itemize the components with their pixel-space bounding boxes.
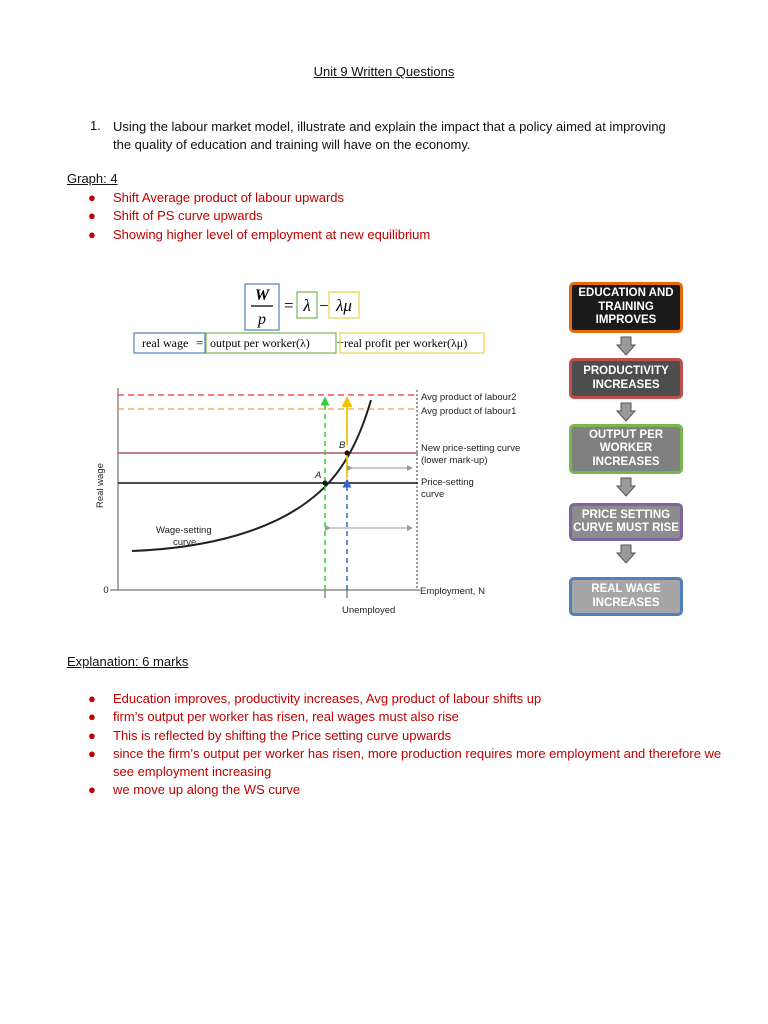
- unemployed-label: Unemployed: [342, 605, 396, 616]
- down-arrow-icon: [616, 336, 636, 356]
- graph-bullet-list: [84, 189, 604, 244]
- avg-product-1-label: Avg product of labour1: [421, 406, 517, 417]
- bullet-text: Shift Average product of labour upwards: [113, 190, 345, 205]
- minus-sign: −: [319, 296, 329, 315]
- equation-graphic: [130, 280, 530, 360]
- flowchart-step-5: [569, 577, 683, 616]
- flowchart-step-label: [583, 365, 669, 392]
- point-a: [323, 481, 328, 486]
- page-title: Unit 9 Written Questions: [313, 64, 455, 79]
- list-item: [84, 708, 724, 726]
- list-item: [84, 727, 724, 745]
- flowchart-step-4: [569, 503, 683, 541]
- flowchart-label-line: WORKER: [599, 442, 653, 455]
- bullet-text: Shift of PS curve upwards: [113, 208, 263, 224]
- bullet-icon: ●: [88, 727, 96, 743]
- flowchart-label-line: EDUCATION AND: [578, 287, 674, 300]
- graph-heading: Graph: 4: [67, 171, 118, 186]
- bullet-text: firm’s output per worker has risen, real wages must also rise: [113, 709, 459, 725]
- flowchart-label-line: IMPROVES: [595, 314, 657, 327]
- equals-sign-2: =: [196, 335, 204, 350]
- flowchart-label-line: OUTPUT PER: [588, 428, 664, 441]
- flowchart-step-label: [578, 287, 673, 328]
- bullet-icon: ●: [88, 226, 96, 242]
- new-ps-label-2: (lower mark-up): [421, 455, 488, 466]
- down-arrow-icon: [616, 477, 636, 497]
- flowchart-step-label: [591, 583, 660, 610]
- origin-label: 0: [103, 585, 109, 596]
- bullet-icon: ●: [88, 208, 96, 224]
- bullet-icon: ●: [88, 190, 96, 205]
- flowchart-label-line: INCREASES: [592, 596, 660, 609]
- down-arrow-icon: [616, 544, 636, 564]
- question-number: 1.: [90, 118, 101, 133]
- y-axis-label: Real wage: [95, 463, 106, 508]
- bullet-text: Education improves, productivity increases, Avg product of labour shifts up: [113, 691, 542, 706]
- bullet-icon: ●: [88, 745, 96, 761]
- wage-setting-label-1: Wage-setting: [156, 525, 212, 536]
- list-item: [84, 226, 604, 244]
- avg-product-2-label: Avg product of labour2: [421, 392, 517, 403]
- list-item: [84, 189, 604, 207]
- bullet-icon: ●: [88, 691, 96, 706]
- flowchart-step-label: [589, 429, 663, 470]
- output-label: output per worker(λ): [210, 336, 310, 350]
- point-b-label: B: [339, 440, 346, 451]
- explanation-heading: Explanation: 6 marks: [67, 654, 189, 669]
- flowchart-step-label: [573, 509, 679, 536]
- flowchart-label-line: CURVE MUST RISE: [573, 522, 679, 534]
- numerator: W: [254, 287, 270, 304]
- lambda: λ: [303, 296, 311, 315]
- bullet-text: we move up along the WS curve: [113, 782, 301, 798]
- flowchart-label-line: TRAINING: [598, 300, 654, 313]
- point-a-label: A: [315, 470, 322, 481]
- x-axis-label: Employment, N: [420, 586, 485, 597]
- bullet-text: This is reflected by shifting the Price setting curve upwards: [113, 727, 452, 743]
- flowchart-step-3: [569, 424, 683, 474]
- labour-market-diagram: [90, 380, 540, 625]
- list-item: [84, 690, 724, 708]
- flowchart-label-line: PRICE SETTING: [581, 508, 671, 521]
- flowchart-step-2: [569, 358, 683, 399]
- flowchart-step-1: [569, 282, 683, 333]
- list-item: [84, 781, 724, 799]
- bullet-text: Showing higher level of employment at new equilibrium: [113, 226, 431, 242]
- lambda-mu: λμ: [336, 296, 352, 315]
- minus-sign-2: −: [337, 335, 345, 350]
- list-item: [84, 745, 724, 782]
- down-arrow-icon: [616, 402, 636, 422]
- bullet-icon: ●: [88, 709, 96, 725]
- real-wage-label: real wage: [142, 336, 189, 350]
- point-b: [345, 451, 350, 456]
- explanation-bullet-list: [84, 690, 724, 800]
- question-text: Using the labour market model, illustrate and explain the impact that a policy aimed at improving the quality of education and training will have on the economy.: [113, 119, 666, 152]
- flowchart-label-line: REAL WAGE: [591, 583, 661, 595]
- flowchart-label-line: INCREASES: [592, 455, 660, 468]
- list-item: [84, 207, 604, 225]
- ps-label-2: curve: [421, 489, 445, 500]
- denominator: p: [258, 311, 266, 328]
- flowchart-label-line: PRODUCTIVITY: [583, 365, 669, 377]
- ps-label-1: Price-setting: [421, 477, 474, 488]
- bullet-icon: ●: [88, 782, 96, 798]
- bullet-text: since the firm’s output per worker has risen, more production requires more employment and therefore we see employment increasing: [113, 745, 722, 780]
- equals-sign: =: [284, 296, 294, 315]
- profit-label: real profit per worker(λμ): [344, 336, 468, 350]
- new-ps-label-1: New price-setting curve: [421, 443, 521, 454]
- wage-setting-label-2: curve: [173, 537, 197, 548]
- flowchart-label-line: INCREASES: [592, 378, 660, 391]
